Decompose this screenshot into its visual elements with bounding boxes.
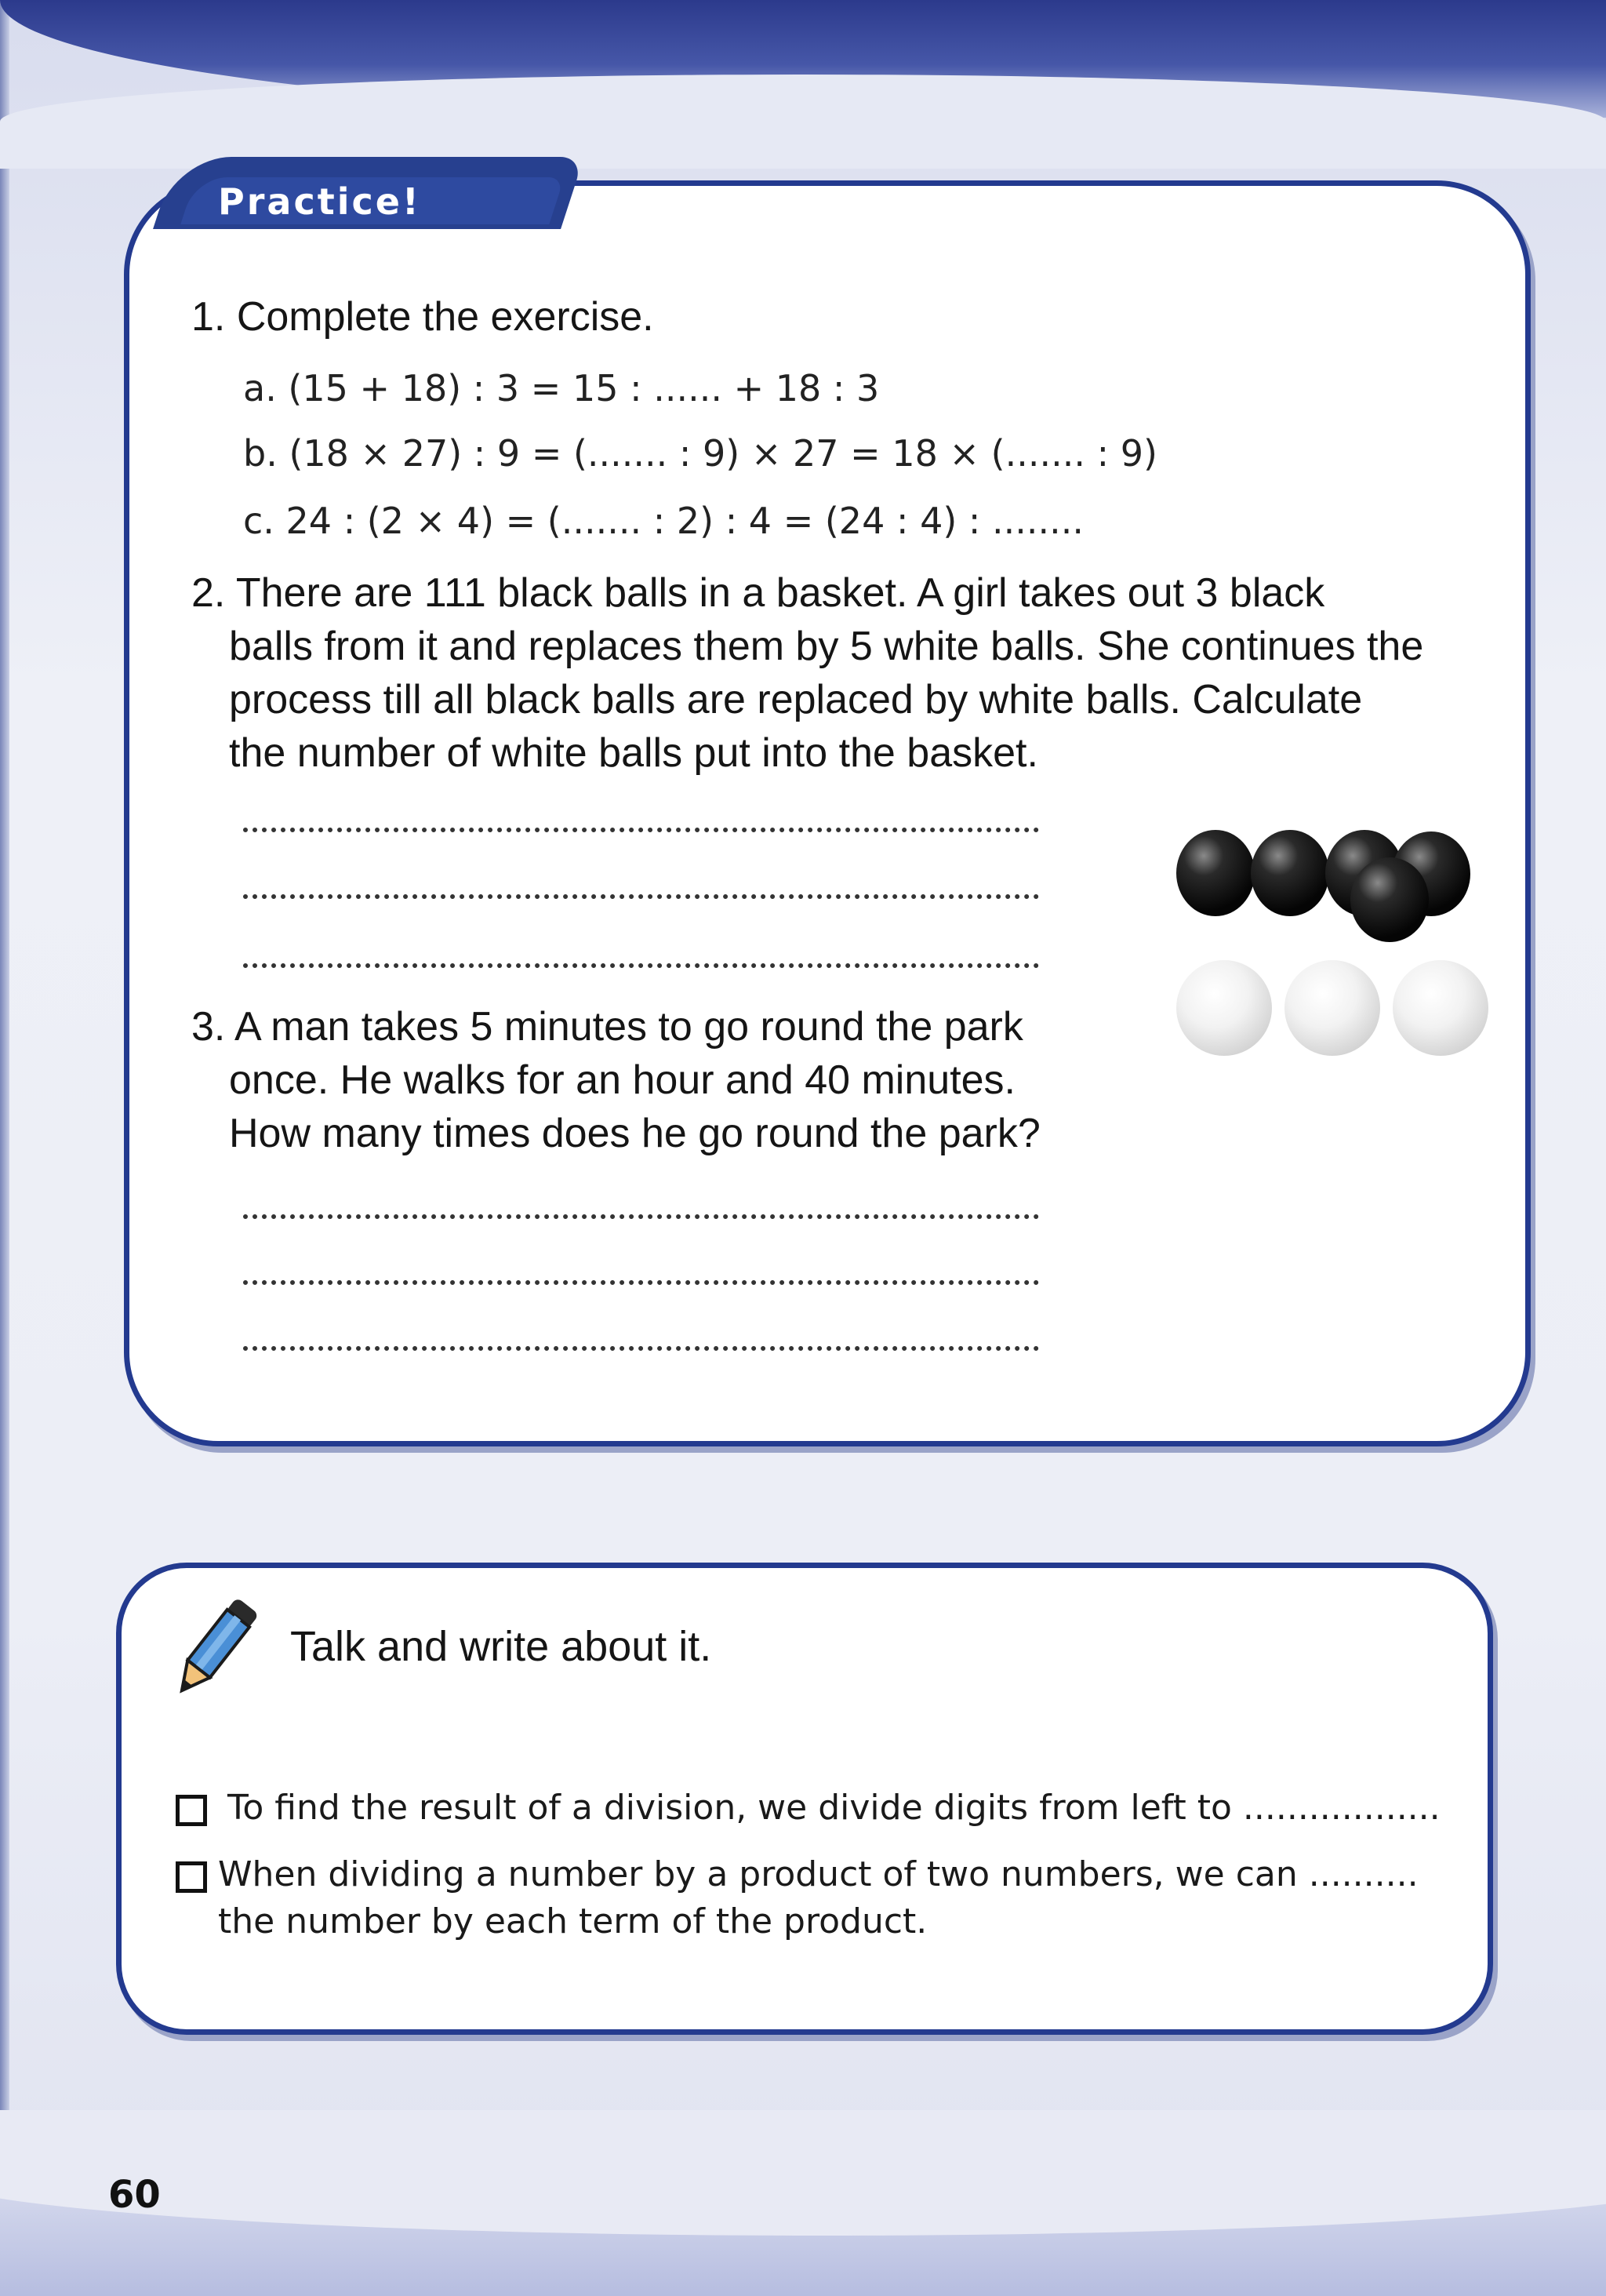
talk-item-2 <box>218 1851 1419 1945</box>
exercise-2 <box>191 566 1485 780</box>
header-band-curve <box>0 75 1606 169</box>
white-ball <box>1393 960 1488 1056</box>
exercise-2-line: process till all black balls are replaced by white balls. Calculate <box>229 677 1363 722</box>
exercise-2-line: 2. There are 111 black balls in a basket. A girl takes out 3 black <box>191 570 1325 616</box>
exercise-3 <box>191 1000 1132 1160</box>
answer-line[interactable] <box>243 894 1039 899</box>
exercise-3-line: How many times does he go round the park? <box>229 1111 1041 1156</box>
exercise-3-line: once. He walks for an hour and 40 minutes. <box>229 1057 1016 1103</box>
talk-item-1: To find the result of a division, we divide digits from left to .................. <box>227 1788 1441 1828</box>
talk-item-2-line: the number by each term of the product. <box>218 1901 928 1941</box>
black-ball <box>1251 830 1329 916</box>
exercise-1-title: 1. Complete the exercise. <box>191 294 654 340</box>
white-ball <box>1176 960 1272 1056</box>
footer-band-curve <box>0 2110 1606 2236</box>
checkbox-icon[interactable] <box>176 1795 207 1826</box>
page-number: 60 <box>108 2173 161 2217</box>
pencil-icon <box>169 1588 263 1706</box>
balls-illustration <box>1168 822 1498 1057</box>
answer-line[interactable] <box>243 828 1039 832</box>
page-left-edge <box>0 0 9 2296</box>
exercise-2-line: the number of white balls put into the basket. <box>229 730 1038 776</box>
white-ball <box>1284 960 1380 1056</box>
answer-line[interactable] <box>243 1346 1039 1351</box>
talk-item-2-line: When dividing a number by a product of two numbers, we can .......... <box>218 1854 1419 1894</box>
exercise-2-line: balls from it and replaces them by 5 white balls. She continues the <box>229 624 1424 669</box>
black-ball <box>1176 830 1255 916</box>
answer-line[interactable] <box>243 963 1039 968</box>
answer-line[interactable] <box>243 1214 1039 1219</box>
talk-title: Talk and write about it. <box>290 1623 712 1670</box>
exercise-1b: b. (18 × 27) : 9 = (....... : 9) × 27 = 18 × (....... : 9) <box>243 432 1157 475</box>
exercise-1c: c. 24 : (2 × 4) = (....... : 2) : 4 = (24 : 4) : ........ <box>243 500 1085 542</box>
practice-tab-label: Practice! <box>218 180 421 223</box>
black-ball <box>1350 857 1429 942</box>
answer-line[interactable] <box>243 1280 1039 1285</box>
checkbox-icon[interactable] <box>176 1861 207 1893</box>
exercise-3-line: 3. A man takes 5 minutes to go round the park <box>191 1004 1023 1050</box>
exercise-1a: a. (15 + 18) : 3 = 15 : ...... + 18 : 3 <box>243 367 880 409</box>
